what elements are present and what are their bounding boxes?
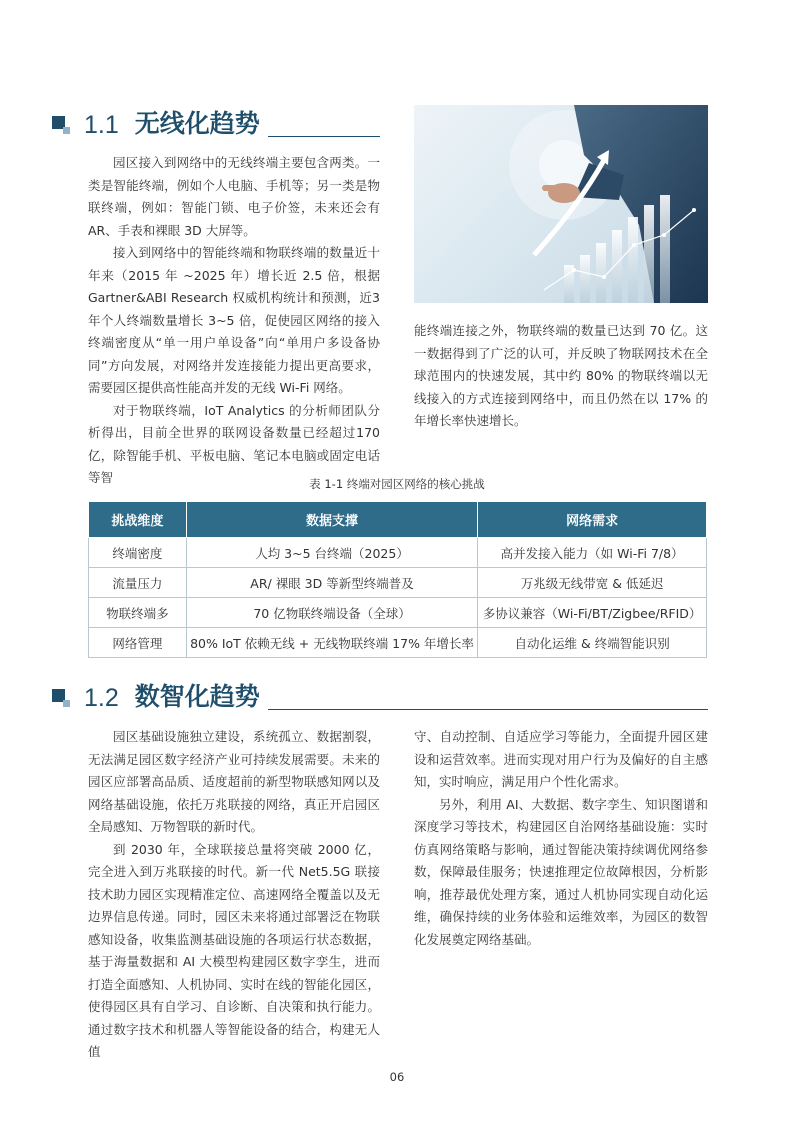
challenges-table	[88, 501, 707, 658]
hero-image	[414, 105, 708, 303]
paragraph: 能终端连接之外，物联终端的数量已达到 70 亿。这一数据得到了广泛的认可，并反映了物联网技术在全球范围内的快速发展，其中约 80% 的物联终端以无线接入的方式连接到网络中，而且仍然在以 17% 的年增长率快速增长。	[414, 323, 708, 428]
table-caption: 表 1-1 终端对园区网络的核心挑战	[309, 477, 485, 491]
section-marker-icon	[52, 689, 70, 707]
paragraph: 到 2030 年，全球联接总量将突破 2000 亿，完全进入到万兆联接的时代。新一代 Net5.5G 联接技术助力园区实现精准定位、高速网络全覆盖以及无边界信息传递。同时，园区未来将通过部署泛在物联感知设备，收集监测基础设施的各项运行状态数据，基于海量数据和 AI 大模型构建园区数字孪生，进而打造全面感知、人机协同、实时在线的智能化园区，使得园区具有自学习、自诊断、自决策和执行能力。通过数字技术和机器人等智能设备的结合，构建无人值	[88, 841, 380, 1059]
table-cell: 高并发接入能力（如 Wi-Fi 7/8）	[478, 538, 707, 568]
table-header-cell: 网络需求	[478, 502, 707, 538]
paragraph: 接入到网络中的智能终端和物联终端的数量近十年来（2015 年 ~2025 年）增长近 2.5 倍，根据Gartner&ABI Research 权威机构统计和预测，近3 年个人终端数量增长 3~5 倍，促使园区网络的接入终端密度从“单一用户单设备”向“单用户多设备协同”方向发展，对网络并发连接能力提出更高要求，需要园区提供高性能高并发的无线 Wi-Fi 网络。	[88, 245, 380, 395]
section-marker-icon	[52, 116, 70, 134]
table-cell: 网络管理	[89, 628, 187, 658]
paragraph: 守、自动控制、自适应学习等能力，全面提升园区建设和运营效率。进而实现对用户行为及偏好的自主感知，实时响应，满足用户个性化需求。	[414, 729, 708, 789]
table-header-cell: 数据支撑	[186, 502, 477, 538]
table-cell: 物联终端多	[89, 598, 187, 628]
section-number: 1.2	[84, 684, 119, 712]
section1-left-column	[88, 152, 380, 490]
paragraph: 另外，利用 AI、大数据、数字孪生、知识图谱和深度学习等技术，构建园区自治网络基础设施：实时仿真网络策略与影响，通过智能决策持续调优网络参数，保障最佳服务；快速推理定位故障根因，分析影响，推荐最优处理方案，通过人机协同实现自动化运维，确保持续的业务体验和运维效率，为园区的数智化发展奠定网络基础。	[414, 796, 708, 947]
section-title: 数智化趋势	[134, 682, 260, 711]
table-header-row	[89, 502, 707, 538]
table-cell: 多协议兼容（Wi-Fi/BT/Zigbee/RFID）	[478, 598, 707, 628]
table-cell: 80% IoT 依赖无线 + 无线物联终端 17% 年增长率	[186, 628, 477, 658]
section-heading-1-2	[52, 677, 708, 713]
business-growth-illustration	[414, 105, 708, 303]
table-cell: 万兆级无线带宽 & 低延迟	[478, 568, 707, 598]
heading-rule	[268, 135, 380, 137]
table-cell: 70 亿物联终端设备（全球）	[186, 598, 477, 628]
table-cell: 人均 3~5 台终端（2025）	[186, 538, 477, 568]
table-header-cell: 挑战维度	[89, 502, 187, 538]
table-cell: 自动化运维 & 终端智能识别	[478, 628, 707, 658]
paragraph: 园区基础设施独立建设，系统孤立、数据割裂，无法满足园区数字经济产业可持续发展需要。未来的园区应部署高品质、适度超前的新型物联感知网以及网络基础设施，依托万兆联接的网络，真正开启园区全局感知、万物智联的新时代。	[88, 729, 380, 834]
table-row	[89, 568, 707, 598]
heading-rule	[268, 708, 708, 710]
table-row	[89, 598, 707, 628]
table-row	[89, 538, 707, 568]
section2-left-column	[88, 726, 380, 1064]
section-title: 无线化趋势	[134, 109, 260, 138]
table-cell: 流量压力	[89, 568, 187, 598]
page-number: 06	[389, 1070, 405, 1084]
section-number: 1.1	[84, 111, 119, 139]
section1-right-column	[414, 320, 708, 433]
section-heading-1-1	[52, 104, 380, 140]
paragraph: 对于物联终端，IoT Analytics 的分析师团队分析得出，目前全世界的联网设备数量已经超过170亿，除智能手机、平板电脑、笔记本电脑或固定电话等智	[88, 402, 380, 485]
table-cell: 终端密度	[89, 538, 187, 568]
paragraph: 园区接入到网络中的无线终端主要包含两类。一类是智能终端，例如个人电脑、手机等；另一类是物联终端，例如：智能门锁、电子价签，未来还会有AR、手表和裸眼 3D 大屏等。	[88, 155, 380, 238]
table-row	[89, 628, 707, 658]
table-cell: AR/ 裸眼 3D 等新型终端普及	[186, 568, 477, 598]
section2-right-column	[414, 726, 708, 951]
